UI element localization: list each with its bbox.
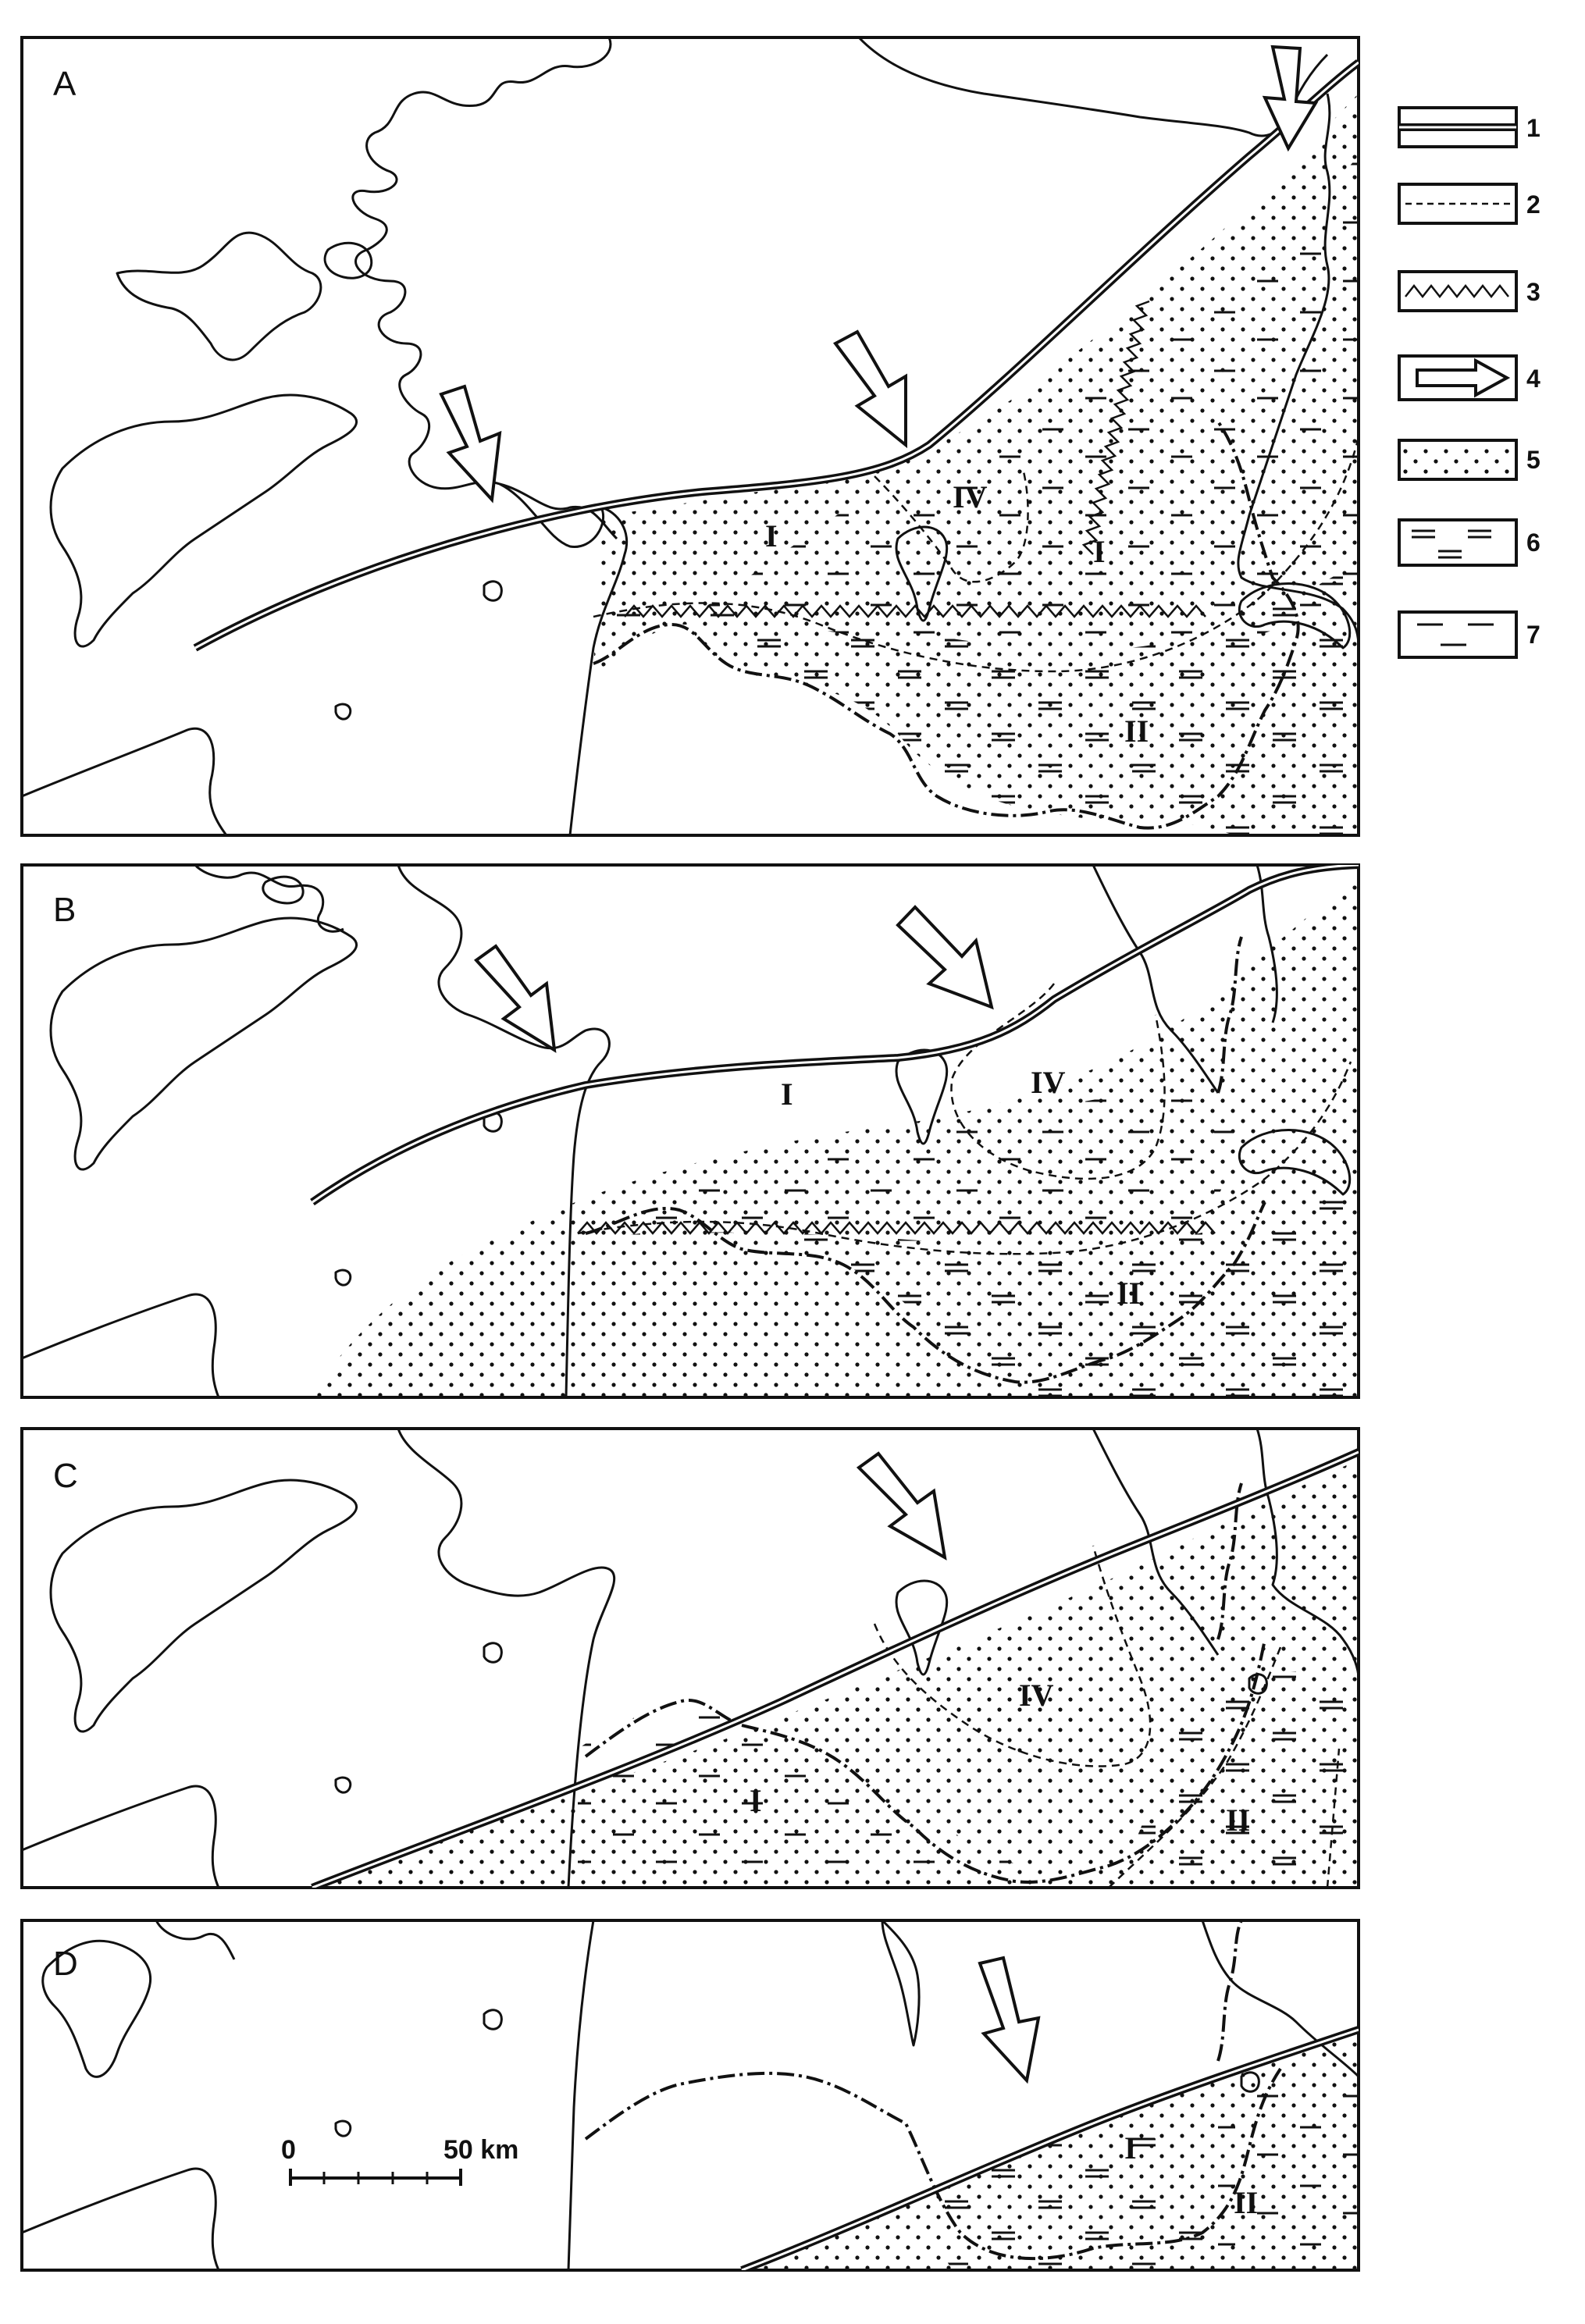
legend-item-2	[1399, 184, 1540, 223]
legend-item-1	[1399, 108, 1540, 147]
legend-item-3	[1399, 272, 1540, 311]
legend-number-7: 7	[1526, 621, 1540, 649]
legend-number-4: 4	[1526, 365, 1540, 393]
panel-d-zone-label-2: II	[1234, 2185, 1259, 2220]
legend-item-4	[1399, 356, 1540, 400]
legend-item-6	[1399, 520, 1540, 565]
scale-bar-start-label: 0	[281, 2135, 296, 2165]
panel-b-zone-label-1: I	[781, 1077, 793, 1112]
legend-number-5: 5	[1526, 446, 1540, 474]
panel-d-letter: D	[53, 1945, 78, 1983]
panel-a-zone-label-1: I	[765, 518, 778, 553]
legend	[1399, 108, 1540, 657]
panel-c	[22, 1429, 1359, 1888]
panel-a-zone-label-2: IV	[953, 479, 988, 514]
panel-d-zone-label-1: I	[1124, 2130, 1137, 2166]
scale-bar-end-label: 50 km	[443, 2135, 519, 2165]
panel-a-letter: A	[53, 65, 77, 103]
panel-b-zone-label-3: II	[1117, 1276, 1142, 1311]
panel-a-zone-label-3: I	[1093, 534, 1106, 569]
panel-c-letter: C	[53, 1457, 78, 1495]
panel-c-zone-label-3: II	[1226, 1803, 1251, 1838]
legend-number-3: 3	[1526, 278, 1540, 306]
legend-number-6: 6	[1526, 529, 1540, 557]
panel-a-zone-label-4: II	[1124, 714, 1149, 749]
panel-c-zone-label-1: IV	[1019, 1678, 1054, 1713]
legend-item-7	[1399, 612, 1540, 657]
panel-b-letter: B	[53, 891, 77, 929]
legend-item-5	[1399, 440, 1540, 479]
legend-number-1: 1	[1526, 114, 1540, 142]
dot-pattern-icon	[1402, 443, 1513, 476]
panel-d	[22, 1920, 1359, 2270]
panel-a	[22, 37, 1359, 835]
panel-c-zone-label-2: I	[750, 1783, 762, 1818]
panel-b-zone-label-2: IV	[1031, 1065, 1066, 1100]
legend-number-2: 2	[1526, 190, 1540, 219]
panel-b	[22, 865, 1359, 1397]
